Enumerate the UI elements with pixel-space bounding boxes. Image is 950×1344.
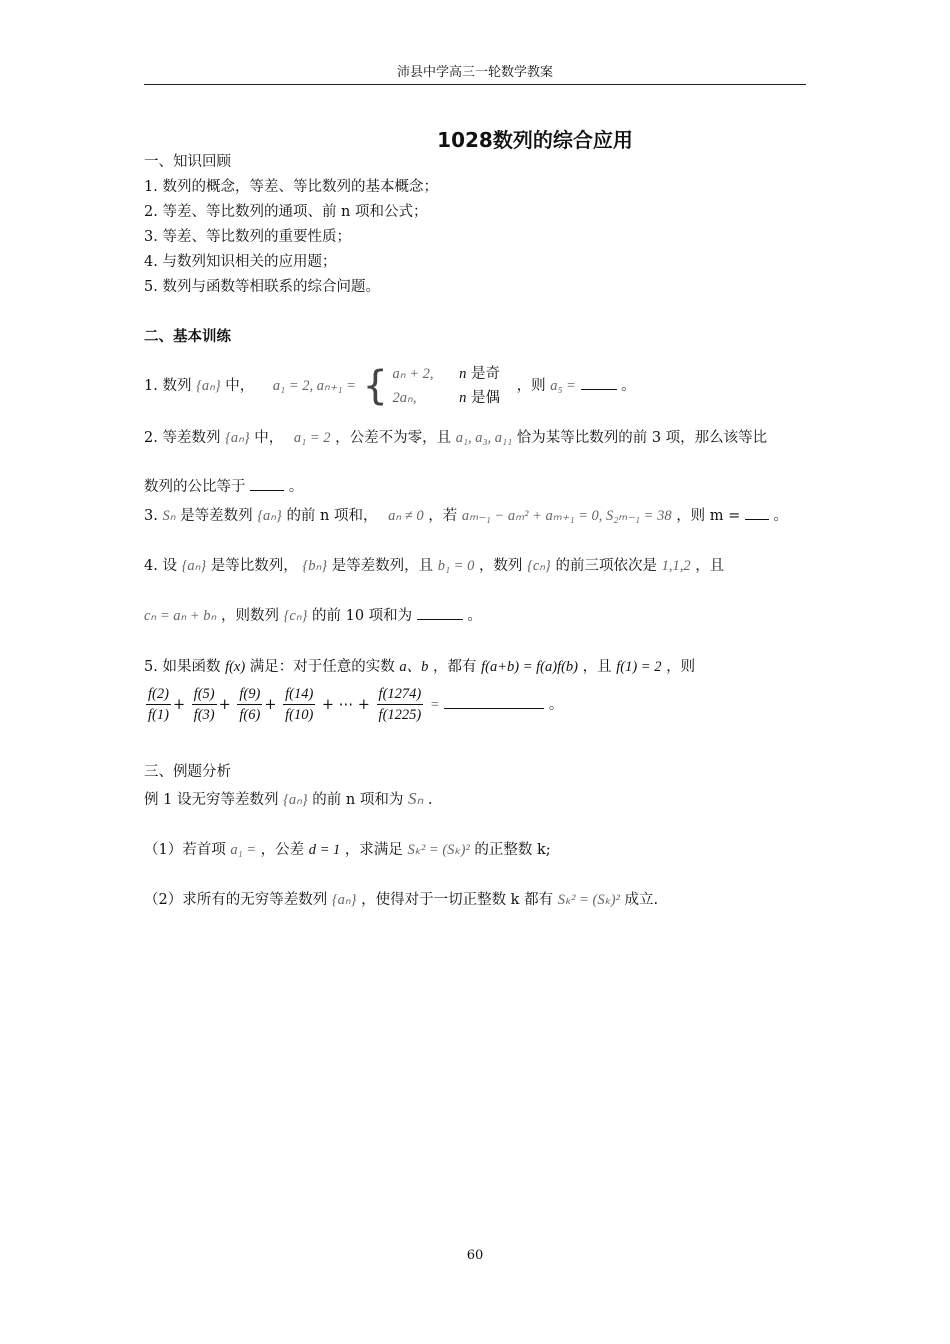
ex1-sequence: {aₙ} [283,792,308,808]
q3-prefix: 3. [144,508,158,524]
q3-equation: aₘ₋₁ − aₘ² + aₘ₊₁ = 0, S₂ₘ₋₁ = 38 [461,508,672,524]
question-5-line-2 [144,684,563,730]
q2-middle: 中， [254,430,284,446]
knowledge-item-1: 1. 数列的概念，等差、等比数列的基本概念； [144,179,438,195]
q5-fraction-last-den: f(1225) [378,707,422,723]
q1-recurrence: a₁ = 2, aₙ₊₁ = [272,378,356,394]
q1-case1-n: n [459,366,467,382]
p2-text: ，使得对于一切正整数 k 都有 [361,892,554,908]
q4-seq-a: {aₙ} [181,558,207,574]
q2-cond-text: ，公差不为零，且 [335,430,452,446]
q3-text-3: ，若 [428,508,458,524]
q1-answer-blank[interactable] [581,377,617,390]
q3-sequence: {aₙ} [257,508,282,524]
q5-text-1: 满足：对于任意的实数 [249,659,395,675]
q1-cases [393,362,500,410]
q4-text-7: 的前 10 项和为 [311,608,413,624]
page-title: 1028数列的综合应用 [437,128,633,152]
q2-sequence: {aₙ} [225,430,250,446]
question-5-line-1 [144,657,695,677]
q5-equals: = [429,696,440,713]
q4-text-3: ，数列 [478,558,523,574]
q1-case1-expr: aₙ + 2, [392,366,434,382]
q4-text-5: ，且 [695,558,725,574]
p1-text-1: ，公差 [260,842,305,858]
p1-d: d = 1 [308,842,341,858]
q5-fraction-last-num: f(1274) [377,684,424,705]
example-1 [144,789,432,810]
q4-text-4: 的前三项依次是 [555,558,657,574]
q1-then: ，则 [516,378,546,394]
page-number: 60 [466,1248,484,1263]
q5-fraction-3 [237,684,262,725]
question-1 [144,362,636,412]
q4-values: 1,1,2 [661,558,691,574]
q1-prefix: 1. 数列 [144,378,192,394]
section1-heading: 一、知识回顾 [144,154,231,170]
q1-middle: 中， [225,378,255,394]
q2-init: a₁ = 2 [293,430,331,446]
p2-equation: Sₖ² = (Sₖ)² [557,892,620,908]
q5-fraction-2 [192,684,217,725]
q2-ratio-text: 数列的公比等于 [144,479,246,495]
question-2-line-1 [144,428,767,448]
q1-end: 。 [621,378,636,394]
q5-ellipsis: + ⋯ + [321,696,370,713]
q4-end: 。 [467,608,482,624]
q1-case2-cond: 是偶 [471,390,501,406]
question-4-line-1 [144,556,724,576]
example-1-part-1 [144,840,551,860]
p1-text-3: 的正整数 k; [474,842,551,858]
q3-text-4: ，则 m = [676,508,741,524]
question-2-line-2 [144,477,303,497]
page-header: 沛县中学高三一轮数学教案 [144,64,806,85]
q2-end: 。 [288,479,304,495]
q4-text-2: 是等差数列，且 [331,558,434,574]
q1-left-brace: { [362,363,388,409]
p1-prefix: （1）若首项 [144,842,226,858]
q4-text-6: ，则数列 [220,608,279,624]
q5-prefix: 5. 如果函数 [144,659,221,675]
p1-equation: Sₖ² = (Sₖ)² [407,842,470,858]
q5-plus-3: + [264,696,277,713]
q4-text-1: 是等比数列， [210,558,298,574]
question-3 [144,506,788,526]
q1-case1-cond: 是奇 [471,366,501,382]
q5-fx: f(x) [225,659,246,675]
q4-answer-blank[interactable] [417,607,463,620]
q3-text-1: 是等差数列 [180,508,253,524]
q5-text-2: ，都有 [433,659,477,675]
q5-fraction-3-num: f(9) [237,684,262,705]
q4-b1: b₁ = 0 [437,558,475,574]
q1-target: a₅ = [550,378,576,394]
p1-a1: a₁ = [230,842,257,858]
question-4-line-2 [144,606,482,626]
q5-ab: a、b [399,659,429,675]
q5-fraction-3-den: f(6) [239,707,261,723]
q4-prefix: 4. 设 [144,558,177,574]
q5-fraction-1-num: f(2) [146,684,171,705]
q2-tail: 恰为某等比数列的前 3 项，那么该等比 [516,430,768,446]
q2-answer-blank[interactable] [250,478,284,491]
q5-fraction-4-den: f(10) [285,707,314,723]
q5-fraction-2-num: f(5) [192,684,217,705]
q3-end: 。 [773,508,789,524]
ex1-prefix: 例 1 设无穷等差数列 [144,792,279,808]
q5-equation: f(a+b) = f(a)f(b) [481,659,579,675]
section3-heading: 三、例题分析 [144,764,231,780]
q5-plus-1: + [172,696,186,713]
q3-text-2: 的前 n 项和， [286,508,378,524]
knowledge-item-3: 3. 等差、等比数列的重要性质； [144,229,351,245]
q2-prefix: 2. 等差数列 [144,430,221,446]
q3-answer-blank[interactable] [745,507,769,520]
q5-fraction-2-den: f(3) [193,707,215,723]
q4-seq-c2: {cₙ} [283,608,308,624]
q5-fraction-1 [146,684,171,725]
q5-text-4: ，则 [666,659,696,675]
ex1-text: 的前 n 项和为 [312,792,404,808]
q3-cond: aₙ ≠ 0 [388,508,424,524]
q5-answer-blank[interactable] [444,696,544,709]
knowledge-item-4: 4. 与数列知识相关的应用题； [144,254,337,270]
q1-case2-n: n [459,390,467,406]
p2-sequence: {aₙ} [331,892,357,908]
q1-sequence: {aₙ} [196,378,221,394]
q5-text-3: ，且 [582,659,612,675]
knowledge-item-2: 2. 等差、等比数列的通项、前 n 项和公式； [144,204,428,220]
q4-seq-b: {bₙ} [302,558,328,574]
ex1-end: . [427,792,433,808]
q5-fraction-last [377,684,424,725]
q2-terms: a₁, a₃, a₁₁ [455,430,513,446]
p2-prefix: （2）求所有的无穷等差数列 [144,892,328,908]
q5-fraction-4-num: f(14) [283,684,315,705]
p2-end: 成立. [624,892,659,908]
ex1-sn: Sₙ [407,789,424,808]
q5-plus-2: + [218,696,231,713]
q5-f1: f(1) = 2 [616,659,662,675]
example-1-part-2 [144,890,658,910]
q5-fraction-4 [283,684,315,725]
q4-cn: cₙ = aₙ + bₙ [144,608,217,624]
q4-seq-c: {cₙ} [527,558,551,574]
p1-text-2: ，求满足 [344,842,403,858]
q5-end: 。 [548,696,564,713]
q5-fraction-1-den: f(1) [148,707,169,723]
q3-sn: Sₙ [162,508,176,524]
section2-heading: 二、基本训练 [144,329,231,345]
knowledge-item-5: 5. 数列与函数等相联系的综合问题。 [144,279,380,295]
q1-case2-expr: 2aₙ, [392,390,417,406]
